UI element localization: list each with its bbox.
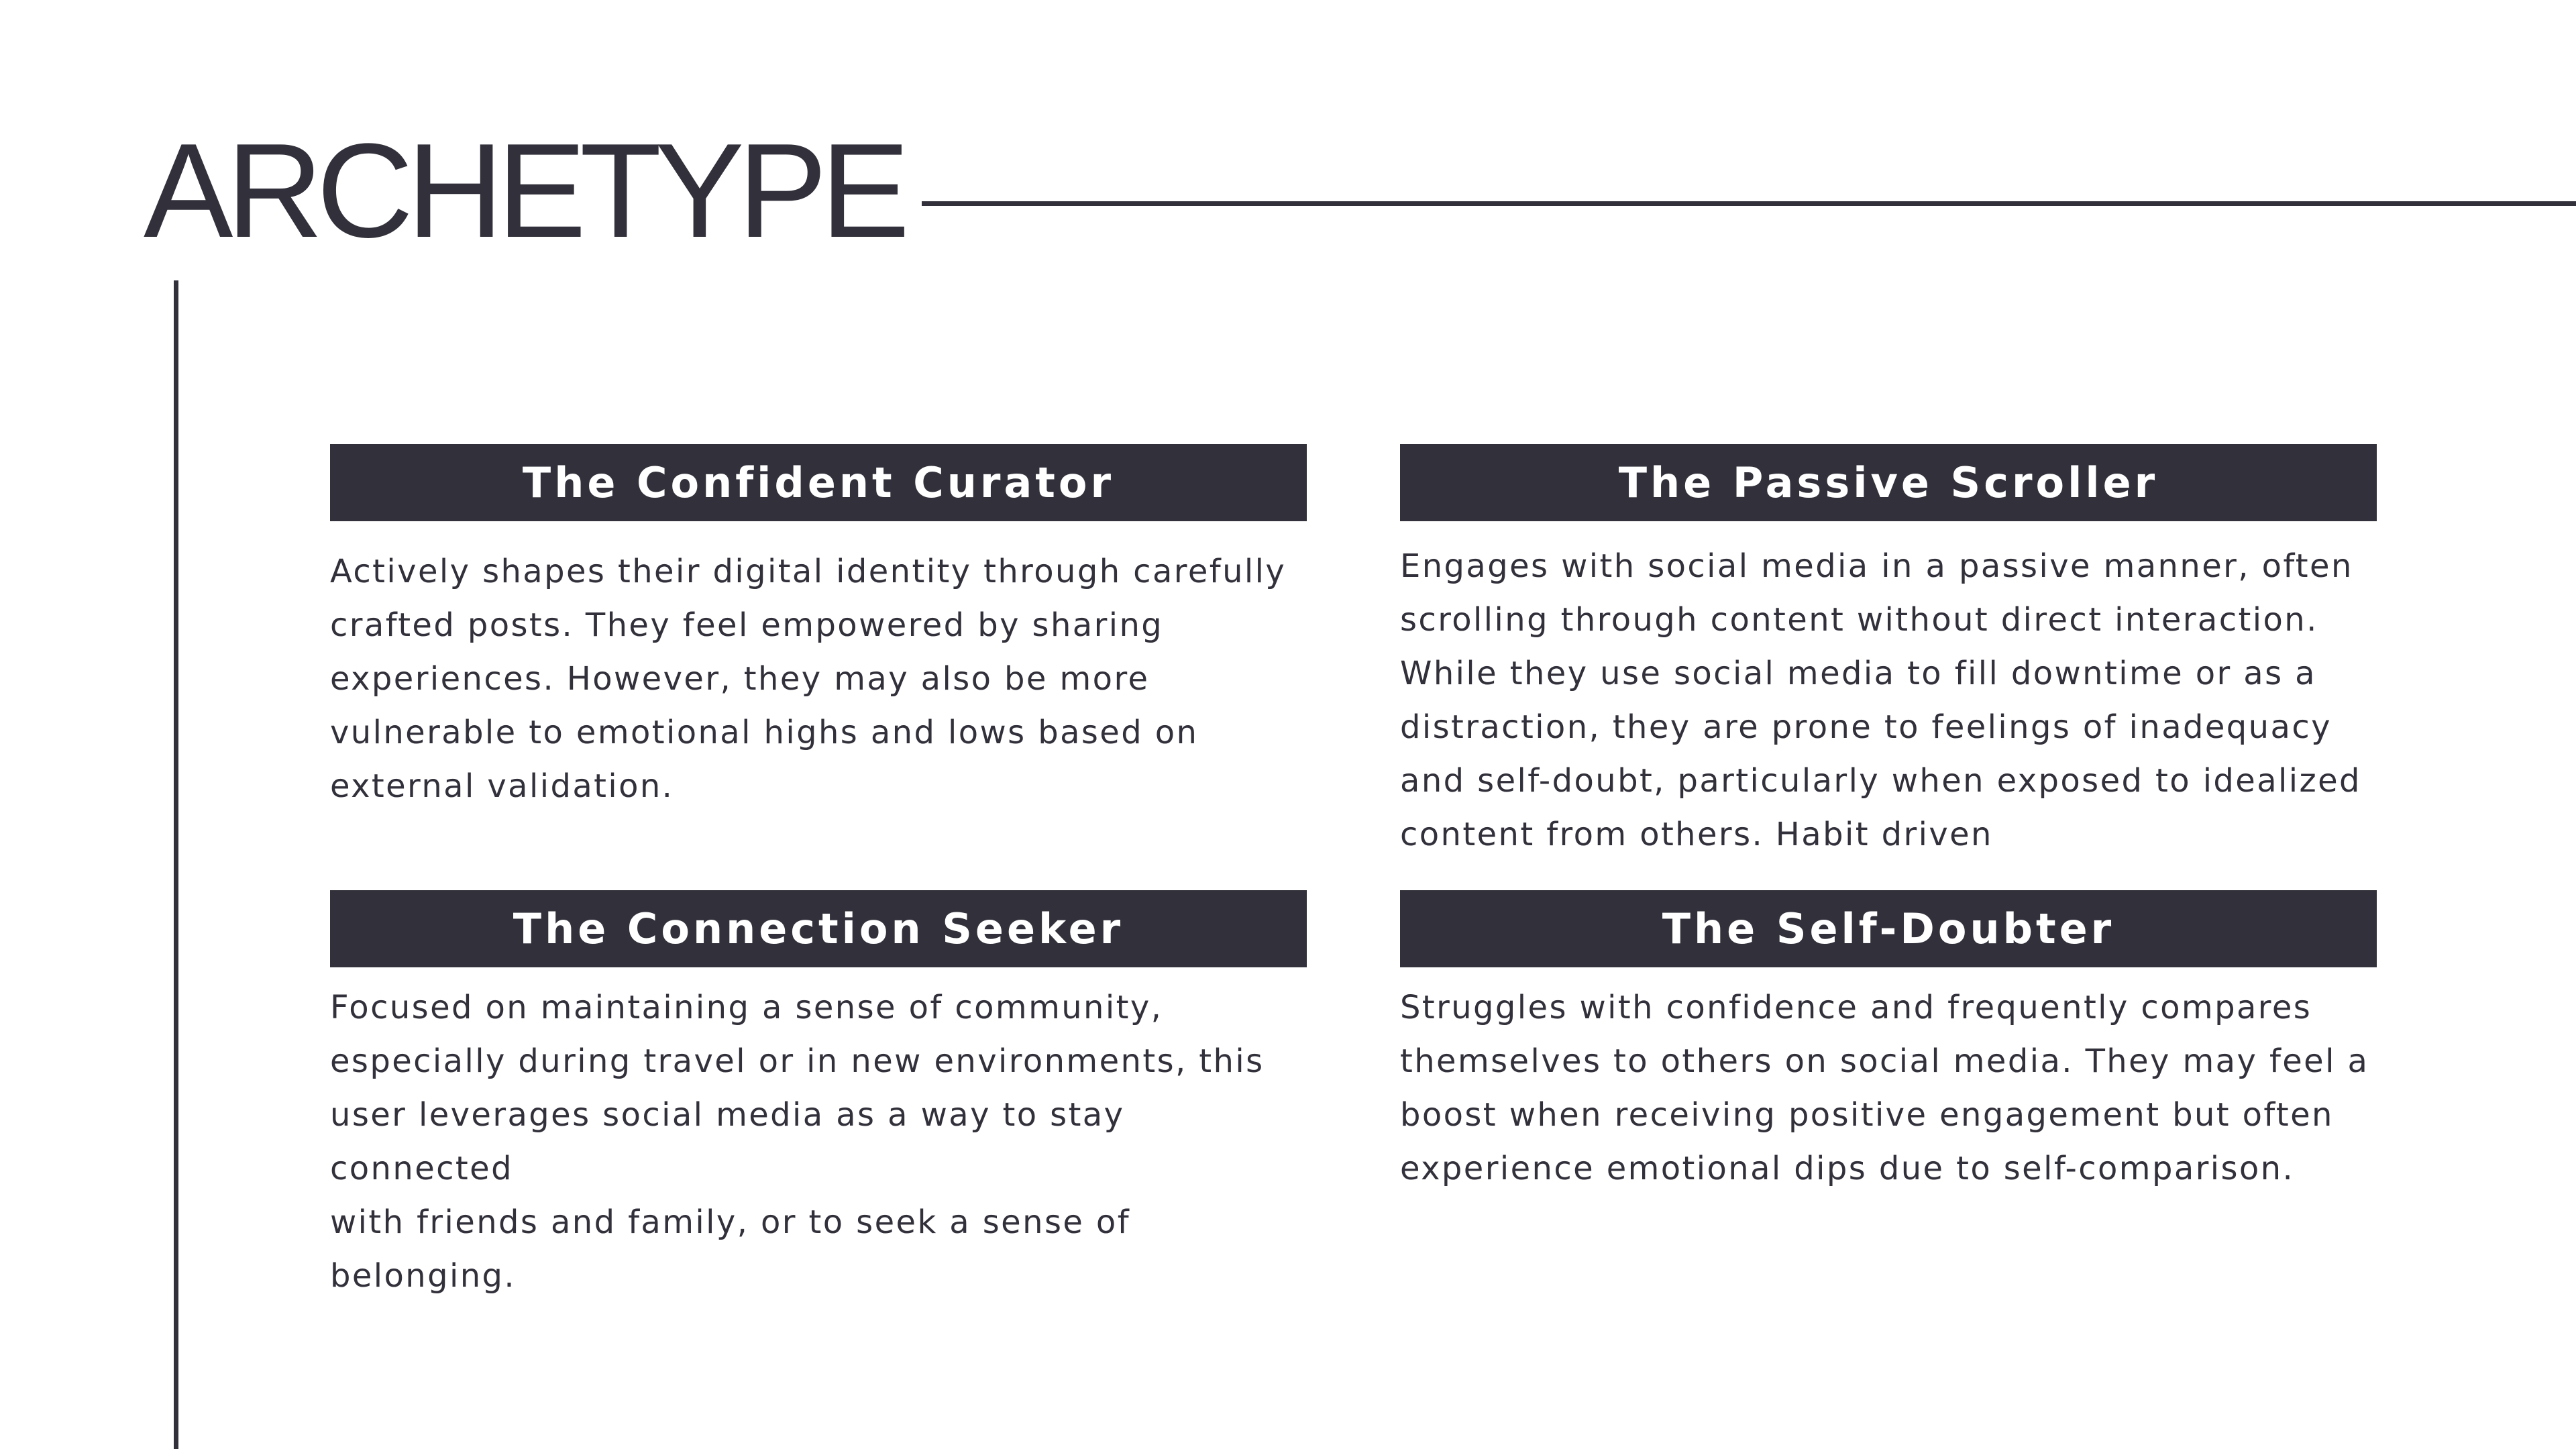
archetype-card-connection-seeker [330,890,1307,1303]
archetype-header [330,890,1307,967]
archetype-description: Engages with social media in a passive manner, often scrolling through content without direct interaction. While they use social media to fill downtime or as a distraction, they are prone to feelings of inadequacy and self-doubt, particularly when exposed to idealized content from others. Habit driven [1400,547,2361,853]
vertical-accent-line [174,280,178,1449]
archetype-card-passive-scroller [1400,444,2377,861]
archetype-header [1400,444,2377,521]
archetype-name: The Connection Seeker [513,904,1124,953]
archetype-name: The Self-Doubter [1662,904,2115,953]
archetype-card-self-doubter [1400,890,2377,1195]
archetype-description: Focused on maintaining a sense of community, especially during travel or in new environments, this user leverages social media as a way to stay connected with friends and family, or to seek a sense of belonging. [330,989,1265,1295]
archetype-name: The Passive Scroller [1618,458,2159,507]
archetype-card-confident-curator [330,444,1307,813]
title-divider-line [922,201,2576,206]
archetype-description: Struggles with confidence and frequently compares themselves to others on social media. They may feel a boost when receiving positive engagement but often experience emotional dips due to self-comparison. [1400,989,2369,1187]
archetype-name: The Confident Curator [522,458,1115,507]
archetype-description: Actively shapes their digital identity through carefully crafted posts. They feel empowered by sharing experiences. However, they may also be more vulnerable to emotional highs and lows based on external validation. [330,553,1287,805]
page-title: ARCHETYPE [144,116,904,266]
archetype-header [1400,890,2377,967]
archetype-header [330,444,1307,521]
